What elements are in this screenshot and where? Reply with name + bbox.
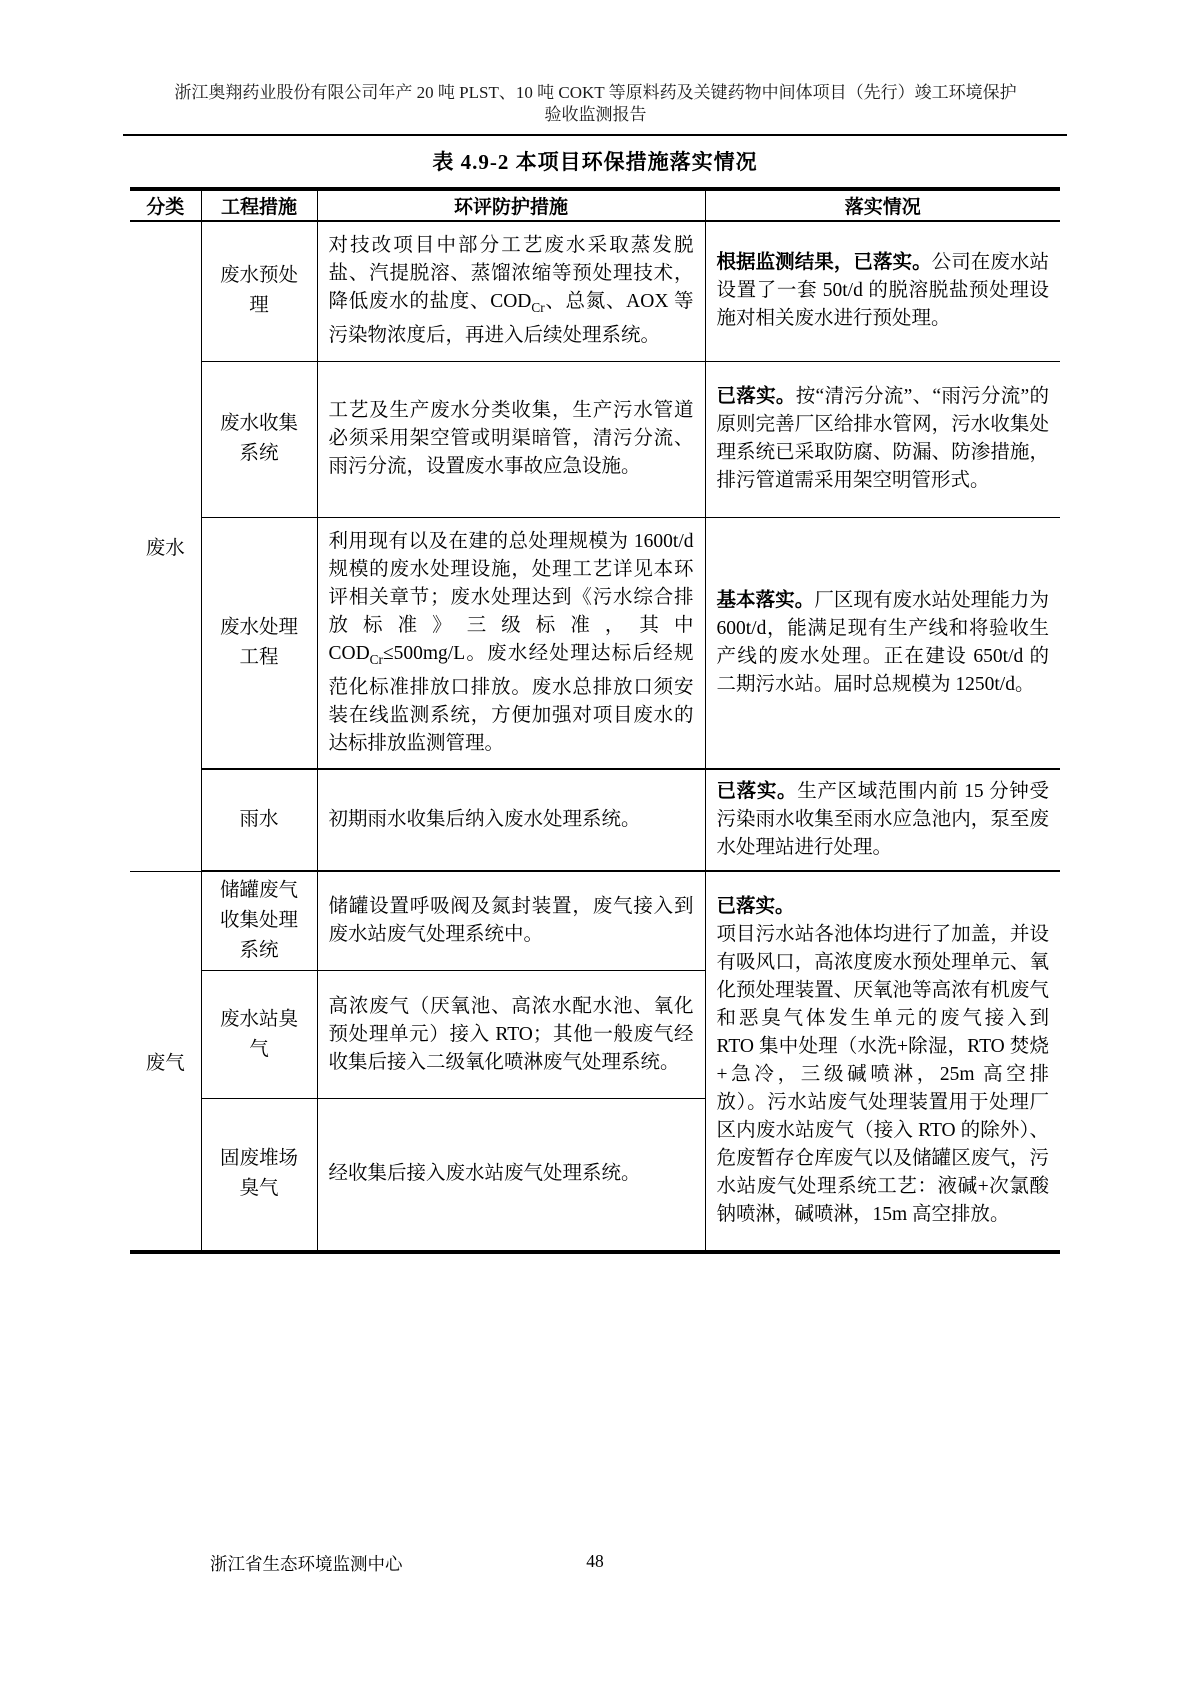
cell-category-wastewater: 废水	[130, 221, 201, 871]
cell-pretreatment-eia: 对技改项目中部分工艺废水采取蒸发脱盐、汽提脱溶、蒸馏浓缩等预处理技术，降低废水的盐度、$COD_{Cr}$、总氮、AOX 等污染物浓度后，再进入后续处理系统。	[317, 221, 705, 361]
footer-organization: 浙江省生态环境监测中心	[210, 1554, 403, 1574]
cell-rainwater-measure: 雨水	[201, 769, 317, 871]
table-header-row	[130, 189, 1060, 221]
col-header-measure: 工程措施	[201, 189, 317, 221]
header-divider	[123, 134, 1067, 136]
cell-pretreatment-measure: 废水预处理	[201, 221, 317, 361]
cell-tank-gas-eia: 储罐设置呼吸阀及氮封装置，废气接入到废水站废气处理系统中。	[317, 871, 705, 971]
row-rainwater	[130, 769, 1060, 871]
cell-category-waste-gas: 废气	[130, 871, 201, 1252]
row-collection	[130, 361, 1060, 517]
cell-waste-gas-status: 已落实。 项目污水站各池体均进行了加盖，并设有吸风口，高浓度废水预处理单元、氧化预处理装置、厌氧池等高浓有机废气和恶臭气体发生单元的废气接入到 RTO 集中处理（水洗+除湿，RTO 焚烧+急冷，三级碱喷淋，25m 高空排放）。污水站废气处理装置用于处理厂区内废水站废气（接入 RTO 的除外）、危废暂存仓库废气以及储罐区废气，污水站废气处理系统工艺：液碱+次氯酸钠喷淋，碱喷淋，15m 高空排放。	[705, 871, 1060, 1252]
row-pretreatment	[130, 221, 1060, 361]
col-header-eia-measure: 环评防护措施	[317, 189, 705, 221]
cell-collection-status: 已落实。按“清污分流”、“雨污分流”的原则完善厂区给排水管网，污水收集处理系统已采取防腐、防漏、防渗措施，排污管道需采用架空明管形式。	[705, 361, 1060, 517]
cell-tank-gas-measure: 储罐废气收集处理系统	[201, 871, 317, 971]
document-header: 浙江奥翔药业股份有限公司年产 20 吨 PLST、10 吨 COKT 等原料药及关键药物中间体项目（先行）竣工环境保护验收监测报告	[174, 83, 1017, 124]
cell-treatment-eia: 利用现有以及在建的总处理规模为 1600t/d 规模的废水处理设施，处理工艺详见本环评相关章节；废水处理达到《污水综合排放标准》三级标准，其中 $COD_{Cr}\le 500mg/L$。废水经处理达标后经规范化标准排放口排放。废水总排放口须安装在线监测系统，方便加强对项目废水的达标排放监测管理。	[317, 517, 705, 769]
row-tank-gas	[130, 871, 1060, 971]
cell-treatment-measure: 废水处理工程	[201, 517, 317, 769]
cell-collection-measure: 废水收集系统	[201, 361, 317, 517]
row-treatment	[130, 517, 1060, 769]
cell-station-odor-eia: 高浓废气（厌氧池、高浓水配水池、氧化预处理单元）接入 RTO；其他一般废气经收集后接入二级氧化喷淋废气处理系统。	[317, 971, 705, 1099]
col-header-category: 分类	[130, 189, 201, 221]
cell-pretreatment-status: 根据监测结果，已落实。公司在废水站设置了一套 50t/d 的脱溶脱盐预处理设施对相关废水进行预处理。	[705, 221, 1060, 361]
col-header-implementation: 落实情况	[705, 189, 1060, 221]
table-title: 表 4.9-2 本项目环保措施落实情况	[432, 150, 758, 174]
cell-solid-waste-odor-eia: 经收集后接入废水站废气处理系统。	[317, 1099, 705, 1252]
cell-collection-eia: 工艺及生产废水分类收集，生产污水管道必须采用架空管或明渠暗管，清污分流、雨污分流，设置废水事故应急设施。	[317, 361, 705, 517]
env-measures-table	[130, 187, 1060, 1254]
cell-rainwater-status: 已落实。生产区域范围内前 15 分钟受污染雨水收集至雨水应急池内，泵至废水处理站进行处理。	[705, 769, 1060, 871]
cell-rainwater-eia: 初期雨水收集后纳入废水处理系统。	[317, 769, 705, 871]
cell-solid-waste-odor-measure: 固废堆场臭气	[201, 1099, 317, 1252]
cell-treatment-status: 基本落实。厂区现有废水站处理能力为 600t/d，能满足现有生产线和将验收生产线的废水处理。正在建设 650t/d 的二期污水站。届时总规模为 1250t/d。	[705, 517, 1060, 769]
footer-page-number: 48	[586, 1551, 604, 1571]
cell-station-odor-measure: 废水站臭气	[201, 971, 317, 1099]
